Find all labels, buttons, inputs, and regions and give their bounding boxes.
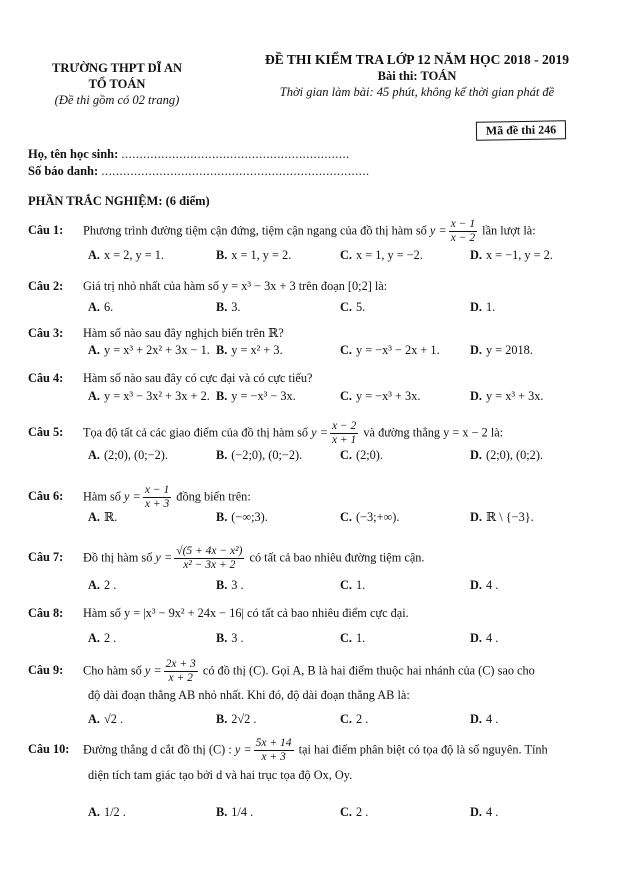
question-number: Câu 1: xyxy=(28,223,64,238)
option-letter: C. xyxy=(340,343,352,357)
exam-title: ĐỀ THI KIỂM TRA LỚP 12 NĂM HỌC 2018 - 2019 xyxy=(264,52,570,67)
option-c xyxy=(340,510,399,525)
option-b xyxy=(216,343,283,358)
question-8 xyxy=(28,605,603,621)
option-b xyxy=(216,389,296,404)
option-letter: C. xyxy=(340,805,352,819)
fraction-denominator: x + 3 xyxy=(144,498,170,510)
option-letter: B. xyxy=(216,389,228,403)
function-lhs: y = xyxy=(234,742,252,757)
option-d xyxy=(470,805,498,820)
question-text: Hàm số nào sau đây nghịch biến trên ℝ? xyxy=(83,326,284,340)
option-a xyxy=(88,300,113,315)
option-a xyxy=(88,805,126,820)
option-c xyxy=(340,631,365,646)
option-text: x = −1, y = 2. xyxy=(485,248,553,262)
question-5 xyxy=(28,420,603,447)
option-d xyxy=(470,631,498,646)
option-letter: C. xyxy=(340,631,352,645)
school-name: TRƯỜNG THPT DĨ AN xyxy=(52,61,182,75)
question-continuation: độ dài đoạn thẳng AB nhỏ nhất. Khi đó, độ dài đoạn thẳng AB là: xyxy=(88,688,410,702)
option-c xyxy=(340,248,423,263)
option-text: y = −x³ − 3x. xyxy=(231,389,296,403)
fraction-numerator: √(5 + 4x − x²) xyxy=(176,545,243,557)
option-text: 4 . xyxy=(485,712,499,726)
option-letter: B. xyxy=(216,805,228,819)
option-letter: A. xyxy=(88,300,100,314)
option-b xyxy=(216,712,256,727)
function-fraction xyxy=(330,420,358,447)
option-letter: A. xyxy=(88,248,100,262)
option-text: y = −x³ + 3x. xyxy=(355,389,421,403)
option-b xyxy=(216,448,302,463)
option-letter: B. xyxy=(216,343,228,357)
option-c xyxy=(340,343,440,358)
option-letter: A. xyxy=(88,631,100,645)
question-number: Câu 6: xyxy=(28,489,64,504)
option-text: y = −x³ − 2x + 1. xyxy=(355,343,440,357)
question-text-pre: Tọa độ tất cả các giao điểm của đồ thị hàm số xyxy=(83,425,312,440)
question-number: Câu 8: xyxy=(28,606,64,620)
question-text-pre: Cho hàm số xyxy=(83,663,145,678)
option-letter: D. xyxy=(470,389,482,403)
option-text: 1/2 . xyxy=(103,805,126,819)
student-id-label: Số báo danh: xyxy=(28,164,99,178)
question-number: Câu 3: xyxy=(28,326,64,340)
option-text: y = x³ + 3x. xyxy=(485,389,544,403)
option-b xyxy=(216,805,253,820)
option-text: 1/4 . xyxy=(231,805,254,819)
function-fraction xyxy=(254,737,294,764)
question-number: Câu 5: xyxy=(28,425,64,440)
question-number: Câu 4: xyxy=(28,371,64,385)
option-letter: D. xyxy=(470,510,482,524)
question-text-post: đồng biến trên: xyxy=(173,489,251,504)
student-name-label: Họ, tên học sinh: xyxy=(28,147,119,161)
question-7 xyxy=(28,545,603,572)
question-number: Câu 10: xyxy=(28,742,70,757)
option-letter: C. xyxy=(340,300,352,314)
option-text: y = x³ − 3x² + 3x + 2. xyxy=(103,389,210,403)
question-text-post: có đồ thị (C). Gọi A, B là hai điểm thuộc hai nhánh của (C) sao cho xyxy=(199,663,535,678)
option-c xyxy=(340,578,365,593)
option-b xyxy=(216,510,268,525)
option-text: x = 2, y = 1. xyxy=(103,248,164,262)
option-c xyxy=(340,448,383,463)
function-fraction xyxy=(164,658,198,685)
option-c xyxy=(340,389,420,404)
option-b xyxy=(216,248,291,263)
option-letter: A. xyxy=(88,712,100,726)
option-letter: C. xyxy=(340,389,352,403)
option-text: (−∞;3). xyxy=(231,510,268,524)
option-text: 2 . xyxy=(355,712,369,726)
option-letter: B. xyxy=(216,510,228,524)
option-d xyxy=(470,510,534,525)
header-right xyxy=(232,52,602,100)
student-id-line xyxy=(28,164,370,179)
exam-code-box: Mã đề thi 246 xyxy=(476,120,566,141)
option-b xyxy=(216,578,244,593)
option-text: 4 . xyxy=(485,805,499,819)
option-letter: D. xyxy=(470,712,482,726)
option-letter: A. xyxy=(88,448,100,462)
function-fraction xyxy=(449,218,477,245)
question-2 xyxy=(28,278,603,294)
option-d xyxy=(470,343,533,358)
fraction-numerator: x − 2 xyxy=(331,420,357,432)
option-letter: C. xyxy=(340,712,352,726)
option-text: (2;0), (0;−2). xyxy=(103,448,168,462)
question-text: Hàm số y = |x³ − 9x² + 24x − 16| có tất cả bao nhiêu điểm cực đại. xyxy=(83,606,409,620)
option-letter: D. xyxy=(470,631,482,645)
question-text-pre: Hàm số xyxy=(83,489,124,504)
student-id-dots: .......................................................................... xyxy=(101,164,370,178)
option-letter: A. xyxy=(88,805,100,819)
exam-subject: Bài thi: TOÁN xyxy=(377,69,457,83)
fraction-denominator: x + 2 xyxy=(168,672,193,684)
question-number: Câu 2: xyxy=(28,279,64,293)
option-letter: B. xyxy=(216,578,228,592)
option-text: (−3;+∞). xyxy=(355,510,400,524)
option-d xyxy=(470,712,498,727)
question-text-post: và đường thẳng y = x − 2 là: xyxy=(360,425,504,440)
question-text-pre: Phương trình đường tiệm cận đứng, tiệm cận ngang của đồ thị hàm số xyxy=(83,223,430,238)
question-text-pre: Đường thẳng d cắt đồ thị (C) : xyxy=(83,742,235,757)
option-text: 2√2 . xyxy=(231,712,257,726)
function-lhs: y = xyxy=(311,425,328,440)
option-letter: D. xyxy=(470,805,482,819)
fraction-denominator: x² − 3x + 2 xyxy=(183,559,236,571)
option-letter: A. xyxy=(88,343,100,357)
department: TỔ TOÁN xyxy=(88,77,146,91)
function-fraction xyxy=(143,484,171,511)
section-title: PHẦN TRẮC NGHIỆM: (6 điểm) xyxy=(28,194,210,208)
option-text: 3 . xyxy=(231,631,244,645)
option-c xyxy=(340,712,368,727)
function-lhs: y = xyxy=(429,223,447,238)
fraction-denominator: x − 2 xyxy=(450,232,476,244)
function-lhs: y = xyxy=(144,663,162,678)
option-letter: D. xyxy=(470,448,482,462)
option-letter: C. xyxy=(340,578,352,592)
option-text: y = x² + 3. xyxy=(231,343,283,357)
question-text-post: có tất cả bao nhiêu đường tiệm cận. xyxy=(246,550,425,565)
option-text: 1. xyxy=(485,300,496,314)
function-lhs: y = xyxy=(124,489,141,504)
question-text: Hàm số nào sau đây có cực đại và có cực tiểu? xyxy=(83,371,313,385)
option-d xyxy=(470,300,495,315)
fraction-numerator: 2x + 3 xyxy=(165,658,196,670)
option-letter: B. xyxy=(216,448,228,462)
option-letter: C. xyxy=(340,510,352,524)
question-text: Giá trị nhỏ nhất của hàm số y = x³ − 3x + 3 trên đoạn [0;2] là: xyxy=(83,279,388,293)
option-text: 2 . xyxy=(103,578,117,592)
option-a xyxy=(88,343,210,358)
fraction-denominator: x + 3 xyxy=(261,751,286,763)
option-letter: A. xyxy=(88,578,100,592)
question-number: Câu 7: xyxy=(28,550,64,565)
option-letter: B. xyxy=(216,300,228,314)
option-text: ℝ \ {−3}. xyxy=(485,510,534,524)
option-text: 6. xyxy=(103,300,114,314)
question-text-pre: Đồ thị hàm số xyxy=(83,550,156,565)
option-text: 4 . xyxy=(485,578,499,592)
option-text: 3 . xyxy=(231,578,244,592)
fraction-numerator: x − 1 xyxy=(450,218,476,230)
option-a xyxy=(88,712,123,727)
option-letter: D. xyxy=(470,578,482,592)
function-fraction xyxy=(174,545,244,572)
option-text: 2 . xyxy=(355,805,369,819)
option-d xyxy=(470,389,544,404)
option-letter: B. xyxy=(216,712,228,726)
option-letter: C. xyxy=(340,448,352,462)
option-b xyxy=(216,631,244,646)
option-text: ℝ. xyxy=(103,510,118,524)
question-9 xyxy=(28,658,603,685)
option-d xyxy=(470,578,498,593)
pages-note: (Đề thi gồm có 02 trang) xyxy=(54,93,180,107)
question-text-post: tại hai điểm phân biệt có tọa độ là số nguyên. Tính xyxy=(295,742,548,757)
option-letter: D. xyxy=(470,248,482,262)
question-continuation: diện tích tam giác tạo bởi d và hai trục tọa độ Ox, Oy. xyxy=(88,768,353,782)
option-text: 5. xyxy=(355,300,366,314)
option-d xyxy=(470,248,553,263)
student-name-line xyxy=(28,147,350,162)
option-text: y = 2018. xyxy=(485,343,533,357)
question-1 xyxy=(28,218,603,245)
option-letter: D. xyxy=(470,300,482,314)
option-text: (2;0), (0;2). xyxy=(485,448,543,462)
option-a xyxy=(88,389,210,404)
option-a xyxy=(88,578,116,593)
option-a xyxy=(88,510,117,525)
question-3 xyxy=(28,325,603,341)
function-lhs: y = xyxy=(155,550,173,565)
option-text: x = 1, y = 2. xyxy=(231,248,292,262)
option-letter: B. xyxy=(216,631,228,645)
fraction-numerator: x − 1 xyxy=(144,484,170,496)
option-text: √2 . xyxy=(103,712,124,726)
option-text: y = x³ + 2x² + 3x − 1. xyxy=(103,343,210,357)
option-letter: B. xyxy=(216,248,228,262)
option-b xyxy=(216,300,241,315)
option-letter: A. xyxy=(88,389,100,403)
option-text: 4 . xyxy=(485,631,499,645)
option-text: 3. xyxy=(231,300,241,314)
question-number: Câu 9: xyxy=(28,663,64,678)
option-text: 1. xyxy=(355,578,366,592)
option-a xyxy=(88,448,168,463)
option-letter: C. xyxy=(340,248,352,262)
fraction-numerator: 5x + 14 xyxy=(255,737,292,749)
question-10 xyxy=(28,737,603,764)
option-a xyxy=(88,631,116,646)
question-text-post: lần lượt là: xyxy=(479,223,536,238)
option-a xyxy=(88,248,164,263)
option-text: (2;0). xyxy=(355,448,383,462)
option-c xyxy=(340,300,365,315)
question-6 xyxy=(28,484,603,511)
header-left xyxy=(22,60,212,108)
option-text: (−2;0), (0;−2). xyxy=(231,448,303,462)
option-text: x = 1, y = −2. xyxy=(355,248,423,262)
option-text: 1. xyxy=(355,631,366,645)
option-letter: D. xyxy=(470,343,482,357)
option-text: 2 . xyxy=(103,631,117,645)
question-4 xyxy=(28,370,603,386)
option-letter: A. xyxy=(88,510,100,524)
student-name-dots: ............................................................... xyxy=(121,147,350,161)
fraction-denominator: x + 1 xyxy=(331,434,357,446)
time-note: Thời gian làm bài: 45 phút, không kể thời gian phát đề xyxy=(279,85,555,99)
option-d xyxy=(470,448,543,463)
option-c xyxy=(340,805,368,820)
